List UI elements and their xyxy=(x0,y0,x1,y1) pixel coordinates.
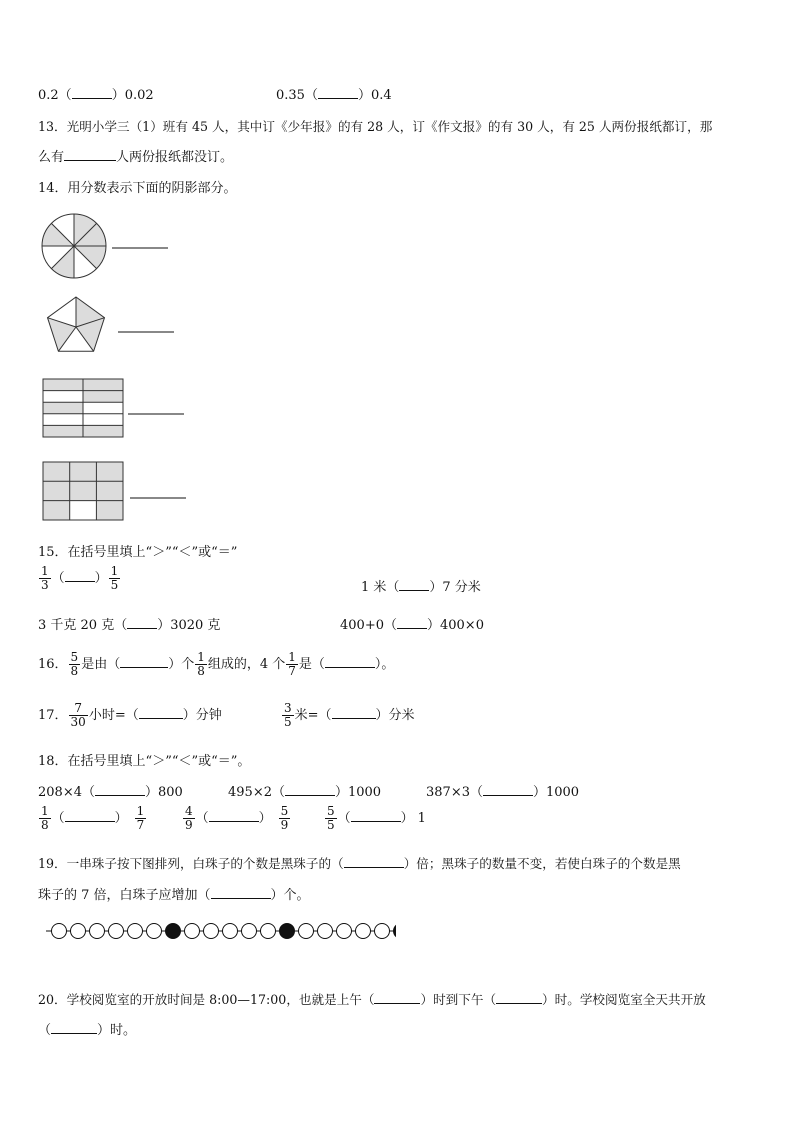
q20-line1: 20．学校阅览室的开放时间是 8:00—17:00，也就是上午（ ）时到下午（ ）时。学校阅览室全天共开放 xyxy=(38,992,706,1007)
fraction: $\frac{1}{7}$ xyxy=(136,804,145,832)
black-bead xyxy=(166,924,181,939)
q18-e1: 208×4（ ）800 xyxy=(38,785,183,800)
q17-b: $\frac{3}{5}$ 米=（ ）分米 xyxy=(284,701,415,729)
answer-blank[interactable] xyxy=(72,86,112,99)
q18-f2: $\frac{4}{9}$ （ ） $\frac{5}{9}$ xyxy=(185,804,289,832)
q16: 16． $\frac{5}{8}$ 是由（ ）个 $\frac{1}{8}$ 组成的，4 个 $\frac{1}{7}$ 是（ ）。 xyxy=(38,650,395,678)
q19-line2: 珠子的 7 倍，白珠子应增加（ ）个。 xyxy=(38,888,310,903)
answer-blank[interactable] xyxy=(399,578,429,591)
answer-blank[interactable] xyxy=(65,809,115,822)
q19-line1: 19．一串珠子按下图排列，白珠子的个数是黑珠子的（ ）倍；黑珠子的数量不变，若使白珠子的个数是黑 xyxy=(38,856,681,871)
white-bead xyxy=(147,924,162,939)
pentagon-figure xyxy=(40,292,176,358)
answer-blank[interactable] xyxy=(285,783,335,796)
fraction: $\frac{5}{5}$ xyxy=(327,804,335,832)
q18-e3: 387×3（ ）1000 xyxy=(426,785,580,800)
white-bead xyxy=(185,924,200,939)
white-bead xyxy=(356,924,371,939)
fraction: $\frac{1}{3}$ xyxy=(41,564,49,592)
fraction: $\frac{7}{30}$ xyxy=(70,701,86,729)
q18-e2: 495×2（ ）1000 xyxy=(228,785,382,800)
q20-line2: （ ）时。 xyxy=(38,1023,137,1038)
grid-ninths-figure xyxy=(42,461,188,523)
q13-line2: 么有 人两份报纸都没订。 xyxy=(38,150,234,165)
white-bead xyxy=(71,924,86,939)
answer-blank[interactable] xyxy=(65,569,95,582)
q17: 17． $\frac{7}{30}$ 小时=（ ）分钟 xyxy=(38,701,222,729)
white-bead xyxy=(375,924,390,939)
q18-prompt: 18．在括号里填上“＞”“＜”或“＝”。 xyxy=(38,754,251,769)
white-bead xyxy=(299,924,314,939)
answer-blank[interactable] xyxy=(351,809,401,822)
answer-blank[interactable] xyxy=(209,809,259,822)
white-bead xyxy=(261,924,276,939)
rect-tenths-figure xyxy=(42,378,187,440)
fraction: $\frac{5}{8}$ xyxy=(70,650,79,678)
bead-string-figure xyxy=(44,920,396,942)
white-bead xyxy=(242,924,257,939)
q12-left: 0.2（ ）0.02 xyxy=(38,88,154,103)
answer-blank[interactable] xyxy=(496,991,542,1004)
fraction: $\frac{1}{5}$ xyxy=(110,564,119,592)
q15-prompt: 15．在括号里填上“＞”“＜”或“＝” xyxy=(38,545,238,560)
answer-blank[interactable] xyxy=(64,148,116,161)
fraction: $\frac{4}{9}$ xyxy=(185,804,193,832)
q15-b: 1 米（ ）7 分米 xyxy=(361,580,481,595)
black-bead xyxy=(280,924,295,939)
q18-f1: $\frac{1}{8}$ （ ） $\frac{1}{7}$ xyxy=(41,804,145,832)
q15-c: 3 千克 20 克（ ）3020 克 xyxy=(38,618,221,633)
q15-a: $\frac{1}{3}$ （ ） $\frac{1}{5}$ xyxy=(41,564,119,592)
circle-eighths-figure xyxy=(40,210,170,282)
white-bead xyxy=(337,924,352,939)
answer-blank[interactable] xyxy=(325,655,375,668)
answer-blank[interactable] xyxy=(127,616,157,629)
answer-blank[interactable] xyxy=(211,886,271,899)
fraction: $\frac{1}{7}$ xyxy=(288,650,296,678)
q12-right: 0.35（ ）0.4 xyxy=(276,88,392,103)
answer-blank[interactable] xyxy=(344,855,404,868)
white-bead xyxy=(204,924,219,939)
answer-blank[interactable] xyxy=(51,1021,97,1034)
fraction: $\frac{1}{8}$ xyxy=(41,804,49,832)
q18-f3: $\frac{5}{5}$ （ ） 1 xyxy=(327,804,426,832)
white-bead xyxy=(109,924,124,939)
fraction: $\frac{1}{8}$ xyxy=(197,650,205,678)
answer-blank[interactable] xyxy=(332,706,376,719)
q13-line1: 13．光明小学三（1）班有 45 人，其中订《少年报》的有 28 人，订《作文报》的有 30 人，有 25 人两份报纸都订，那 xyxy=(38,119,713,134)
answer-blank[interactable] xyxy=(483,783,533,796)
white-bead xyxy=(52,924,67,939)
white-bead xyxy=(128,924,143,939)
fraction: $\frac{3}{5}$ xyxy=(284,701,292,729)
q15-d: 400+0（ ）400×0 xyxy=(340,618,484,633)
q14-prompt: 14．用分数表示下面的阴影部分。 xyxy=(38,181,237,196)
white-bead xyxy=(223,924,238,939)
answer-blank[interactable] xyxy=(397,616,427,629)
white-bead xyxy=(318,924,333,939)
answer-blank[interactable] xyxy=(95,783,145,796)
white-bead xyxy=(90,924,105,939)
answer-blank[interactable] xyxy=(374,991,420,1004)
answer-blank[interactable] xyxy=(120,655,168,668)
answer-blank[interactable] xyxy=(318,86,358,99)
black-bead xyxy=(394,924,397,939)
answer-blank[interactable] xyxy=(139,706,183,719)
fraction: $\frac{5}{9}$ xyxy=(280,804,289,832)
